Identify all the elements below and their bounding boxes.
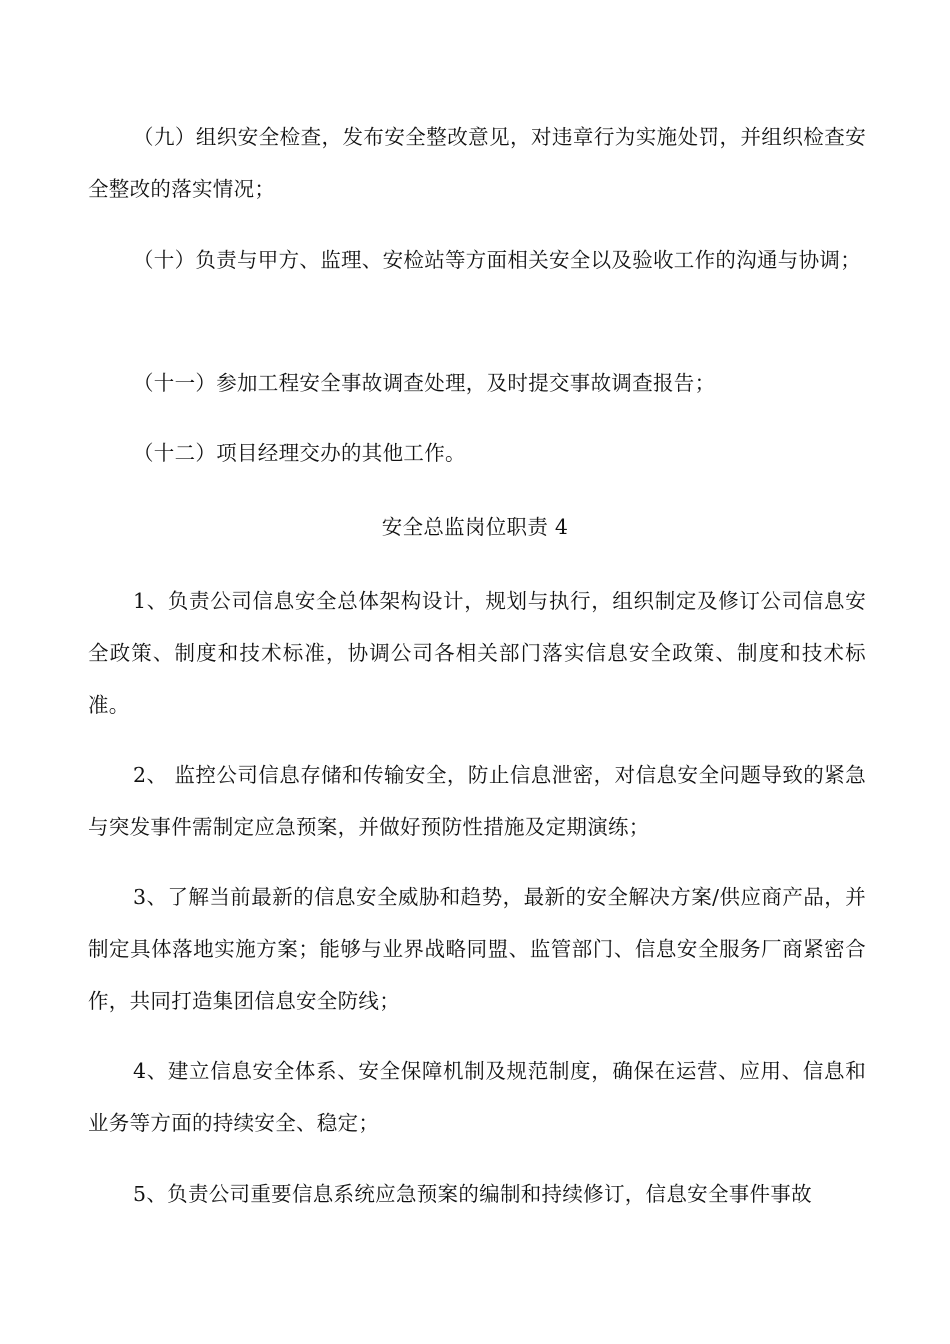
section-title: 安全总监岗位职责 4 — [381, 515, 569, 539]
paragraph-item-10: （十）负责与甲方、监理、安检站等方面相关安全以及验收工作的沟通与协调； — [133, 248, 861, 272]
paragraph-duty-5: 5、负责公司重要信息系统应急预案的编制和持续修订，信息安全事件事故 — [133, 1182, 812, 1206]
paragraph-duty-1: 1、负责公司信息安全总体架构设计，规划与执行，组织制定及修订公司信息安全政策、制度和技术标准，协调公司各相关部门落实信息安全政策、制度和技术标准。 — [88, 589, 866, 717]
paragraph-duty-2: 2、 监控公司信息存储和传输安全，防止信息泄密，对信息安全问题导致的紧急与突发事件需制定应急预案，并做好预防性措施及定期演练； — [88, 763, 866, 839]
paragraph-item-9: （九）组织安全检查，发布安全整改意见，对违章行为实施处罚，并组织检查安全整改的落实情况； — [88, 125, 866, 201]
paragraph-item-12: （十二）项目经理交办的其他工作。 — [133, 441, 466, 465]
paragraph-duty-4: 4、建立信息安全体系、安全保障机制及规范制度，确保在运营、应用、信息和业务等方面的持续安全、稳定； — [88, 1059, 866, 1135]
paragraph-item-11: （十一）参加工程安全事故调查处理，及时提交事故调查报告； — [133, 371, 716, 395]
paragraph-duty-3: 3、了解当前最新的信息安全威胁和趋势，最新的安全解决方案/供应商产品，并制定具体落地实施方案；能够与业界战略同盟、监管部门、信息安全服务厂商紧密合作，共同打造集团信息安全防线； — [88, 885, 866, 1013]
